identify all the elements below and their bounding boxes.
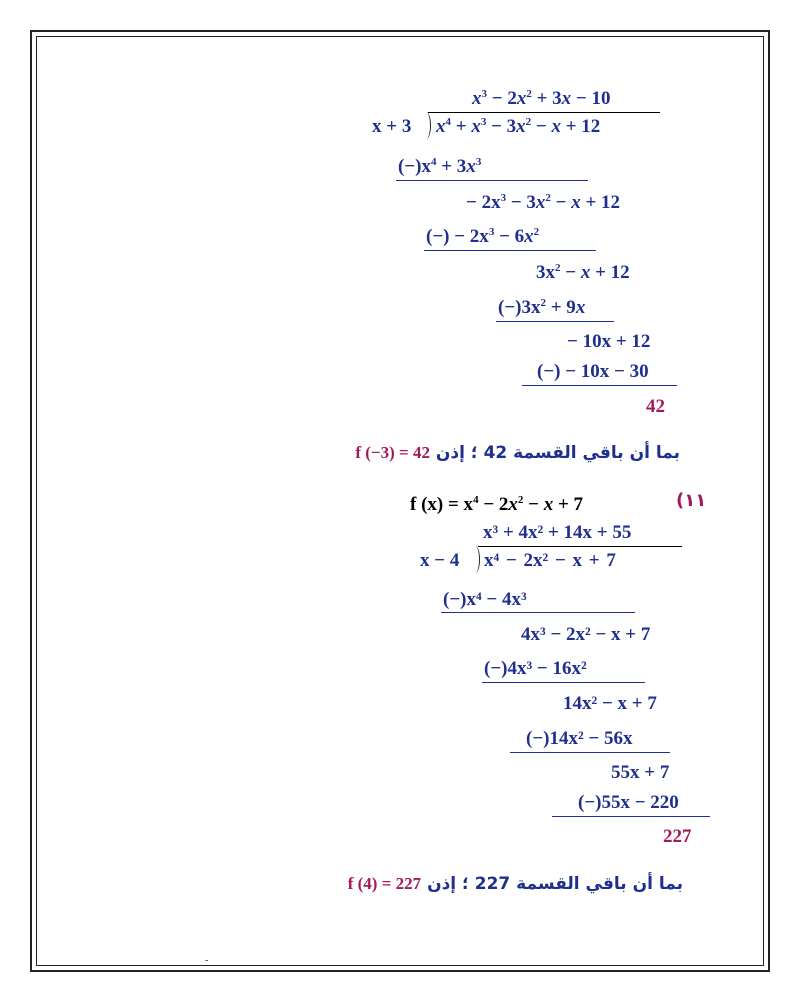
p2-quotient: x³ + 4x² + 14x + 55 <box>483 522 632 543</box>
p2-line3 <box>510 752 670 753</box>
p2-division-bracket <box>471 546 480 573</box>
p2-divisor: x − 4 <box>420 550 460 571</box>
p1-step3: (−) − $2x^3 - 6x^2$ <box>426 226 540 247</box>
p2-step4: 14x² − x + 7 <box>563 693 657 714</box>
p2-division-bar <box>478 546 682 547</box>
p2-conclusion-text: بما أن باقي القسمة 227 ؛ إذن <box>427 874 683 894</box>
p2-step2: 4x³ − 2x² − x + 7 <box>521 624 651 645</box>
p1-step6: − 10x + 12 <box>567 331 651 352</box>
p2-line2 <box>482 682 645 683</box>
p1-conclusion-math: f (−3) = 42 <box>355 443 430 462</box>
p2-step5: (−)14x² − 56x <box>526 728 633 749</box>
footer-mark: - <box>205 955 209 966</box>
p1-dividend: $x^4 + x^3 - 3x^2 - x + 12$ <box>436 116 601 137</box>
p2-step7: (−)55x − 220 <box>578 792 679 813</box>
p2-dividend: x⁴ − 2x² − x + 7 <box>484 550 616 571</box>
p1-division-bar <box>428 112 660 113</box>
p1-step5: $(-)3x^2 + 9x$ <box>498 297 586 318</box>
p2-line1 <box>441 612 635 613</box>
p1-divisor: x + 3 <box>372 116 412 137</box>
p1-line2 <box>424 250 596 251</box>
p1-step1: $(-)x^4 + 3x^3$ <box>398 156 482 177</box>
p1-conclusion-text: بما أن باقي القسمة 42 ؛ إذن <box>435 443 680 463</box>
p1-line4 <box>522 385 677 386</box>
p2-conclusion-math: f (4) = 227 <box>347 874 422 893</box>
p1-line3 <box>496 321 614 322</box>
p2-line4 <box>552 816 710 817</box>
p1-step4: $3x^2 - x + 12$ <box>536 262 630 283</box>
p2-step3: (−)4x³ − 16x² <box>484 658 587 679</box>
p2-step6: 55x + 7 <box>611 762 670 783</box>
p1-step7: (−) − 10x − 30 <box>537 361 649 382</box>
p2-step1: (−)x⁴ − 4x³ <box>443 589 527 610</box>
problem-2-number: (١١ <box>676 490 707 511</box>
p1-conclusion <box>355 442 680 464</box>
p2-function: f $(x) = x^4 - 2x^2 - x + 7$ <box>410 494 584 515</box>
p1-division-bracket <box>422 112 431 139</box>
p2-remainder: 227 <box>663 826 692 847</box>
p1-remainder: 42 <box>646 396 665 417</box>
p1-quotient: $x^3 - 2x^2 + 3x - 10$ <box>472 88 611 109</box>
p1-step2: − $2x^3 - 3x^2 - x + 12$ <box>466 192 621 213</box>
p2-conclusion <box>348 873 683 895</box>
p1-line1 <box>396 180 588 181</box>
